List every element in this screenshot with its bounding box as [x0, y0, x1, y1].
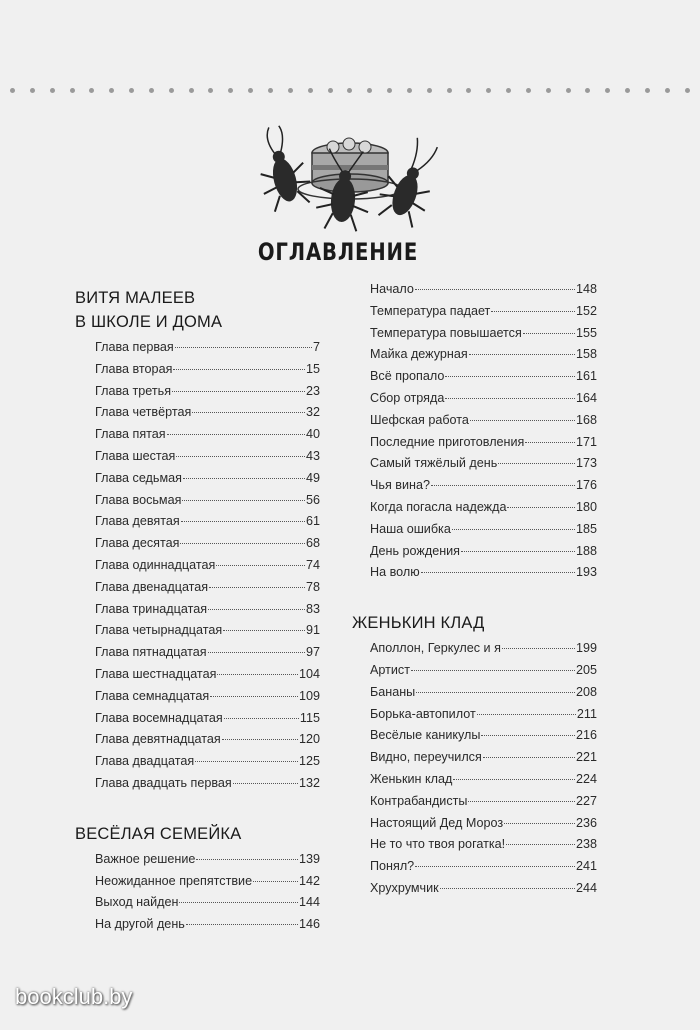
- toc-section-veselaya-semeyka: [75, 822, 320, 939]
- toc-entry: [95, 895, 320, 917]
- toc-entry-page: 91: [305, 623, 320, 638]
- divider-dot: [526, 88, 531, 93]
- toc-entry-page: 97: [305, 645, 320, 660]
- toc-entry: [370, 859, 597, 881]
- divider-dot: [665, 88, 670, 93]
- toc-entry-page: 238: [575, 837, 597, 852]
- toc-entry-page: 188: [575, 543, 597, 558]
- toc-entry-page: 161: [575, 369, 597, 384]
- toc-entry-page: 224: [575, 771, 597, 786]
- toc-entry-title: Начало: [370, 282, 414, 296]
- divider-dot: [30, 88, 35, 93]
- divider-dot: [506, 88, 511, 93]
- dot-leader: [445, 398, 575, 399]
- dot-leader: [253, 881, 298, 882]
- toc-entry-title: Глава шестая: [95, 448, 176, 463]
- toc-entry: [370, 391, 597, 413]
- divider-dot: [10, 88, 15, 93]
- dot-leader: [210, 696, 298, 697]
- toc-entry-title: Настоящий Дед Мороз: [370, 815, 504, 830]
- dot-leader: [445, 376, 575, 377]
- toc-entry-title: Глава десятая: [95, 536, 180, 551]
- toc-entries: [75, 852, 320, 939]
- toc-entry-title: Важное решение: [95, 851, 196, 866]
- dot-leader: [167, 434, 305, 435]
- dot-leader: [507, 507, 575, 508]
- toc-entry-title: Наша ошибка: [370, 521, 451, 536]
- toc-entry-title: Глава седьмая: [95, 470, 182, 485]
- dot-leader: [222, 739, 298, 740]
- dot-leader: [483, 757, 575, 758]
- dot-leader: [172, 391, 305, 392]
- dot-leader: [469, 354, 575, 355]
- toc-entry-title: Неожиданное препятствие: [95, 873, 253, 888]
- toc-entry-page: 32: [305, 405, 320, 420]
- toc-entry-title: Артист: [370, 662, 410, 677]
- divider-dot: [308, 88, 313, 93]
- toc-entry: [370, 282, 597, 304]
- toc-entry-page: 109: [298, 688, 320, 703]
- toc-entry-page: 171: [575, 434, 597, 449]
- dot-leader: [181, 521, 305, 522]
- dot-leader: [183, 478, 305, 479]
- dot-leader: [453, 779, 575, 780]
- divider-dot: [407, 88, 412, 93]
- toc-entry-title: Глава двадцатая: [95, 754, 195, 769]
- toc-entry-title: Глава восемнадцатая: [95, 710, 223, 725]
- toc-entry-title: День рождения: [370, 543, 461, 558]
- toc-entry: [95, 602, 320, 624]
- toc-entry-page: 152: [575, 303, 597, 318]
- dot-leader: [498, 463, 575, 464]
- toc-entry-page: 205: [575, 662, 597, 677]
- toc-entry-title: Сбор отряда: [370, 390, 445, 405]
- toc-entry-page: 211: [576, 706, 597, 721]
- toc-entry-title: Майка дежурная: [370, 347, 468, 362]
- section-title-line: В ШКОЛЕ И ДОМА: [75, 313, 223, 331]
- toc-entry: [95, 645, 320, 667]
- toc-entry-title: Глава двенадцатая: [95, 579, 209, 594]
- toc-entry-page: 139: [298, 851, 320, 866]
- dot-leader: [481, 735, 575, 736]
- toc-entry-title: Чья вина?: [370, 478, 430, 493]
- dot-leader: [502, 648, 575, 649]
- toc-entry-title: Глава четвёртая: [95, 405, 192, 420]
- dot-leader: [415, 289, 575, 290]
- toc-entry-title: Самый тяжёлый день: [370, 456, 498, 471]
- toc-entry-page: 132: [298, 775, 320, 790]
- divider-dot: [427, 88, 432, 93]
- dot-leader: [175, 347, 312, 348]
- dot-leader: [196, 859, 298, 860]
- toc-entry-title: Контрабандисты: [370, 793, 468, 808]
- toc-entry-page: 15: [305, 361, 320, 376]
- dot-leader: [440, 888, 575, 889]
- toc-entry-title: Глава одиннадцатая: [95, 557, 216, 572]
- toc-section-vitya-maleev: [75, 286, 320, 798]
- toc-entry-title: На волю: [370, 565, 420, 580]
- dot-leader: [461, 551, 575, 552]
- toc-entry: [95, 689, 320, 711]
- toc-entry: [370, 881, 597, 903]
- toc-entry-page: 155: [575, 325, 597, 340]
- dot-leader: [195, 761, 298, 762]
- toc-entry-title: Глава девятнадцатая: [95, 732, 221, 747]
- toc-entries: [352, 282, 597, 587]
- toc-entry: [95, 580, 320, 602]
- toc-entry-title: Глава восьмая: [95, 492, 182, 507]
- toc-entry-page: 176: [575, 478, 597, 493]
- toc-entry-page: 43: [305, 448, 320, 463]
- divider-dot: [109, 88, 114, 93]
- toc-entry-page: 185: [575, 521, 597, 536]
- toc-entry-title: Глава четырнадцатая: [95, 623, 223, 638]
- toc-entry-page: 68: [305, 536, 320, 551]
- toc-entry-page: 173: [575, 456, 597, 471]
- toc-entry: [95, 711, 320, 733]
- toc-entry-page: 49: [305, 470, 320, 485]
- toc-column-left: [75, 286, 320, 939]
- toc-entry-title: Борька-автопилот: [370, 706, 476, 721]
- toc-entry-title: Бананы: [370, 684, 416, 699]
- toc-entry: [370, 663, 597, 685]
- toc-entry: [370, 522, 597, 544]
- toc-entry: [370, 435, 597, 457]
- dotted-divider: [0, 88, 700, 98]
- toc-entry-title: Глава третья: [95, 383, 172, 398]
- toc-entry-page: 115: [299, 710, 320, 725]
- toc-entry-page: 236: [575, 815, 597, 830]
- toc-entry-title: Последние приготовления: [370, 434, 525, 449]
- toc-entry: [370, 544, 597, 566]
- toc-entry-title: Температура повышается: [370, 325, 522, 340]
- divider-dot: [585, 88, 590, 93]
- divider-dot: [605, 88, 610, 93]
- dot-leader: [431, 485, 575, 486]
- divider-dot: [645, 88, 650, 93]
- divider-dot: [328, 88, 333, 93]
- cockroaches-with-cake-icon: [255, 125, 445, 235]
- dot-leader: [192, 412, 305, 413]
- toc-entry-title: Глава пятнадцатая: [95, 645, 207, 660]
- toc-column-right: [352, 282, 597, 903]
- dot-leader: [416, 692, 575, 693]
- toc-entry-title: Хрухрумчик: [370, 880, 439, 895]
- toc-entry: [370, 347, 597, 369]
- toc-entry: [95, 776, 320, 798]
- divider-dot: [129, 88, 134, 93]
- toc-entry-title: Выход найден: [95, 895, 179, 910]
- divider-dot: [189, 88, 194, 93]
- toc-entry: [95, 623, 320, 645]
- dot-leader: [421, 572, 575, 573]
- toc-entry: [95, 754, 320, 776]
- divider-dot: [685, 88, 690, 93]
- toc-entry: [95, 362, 320, 384]
- toc-entry: [370, 707, 597, 729]
- toc-entry-title: На другой день: [95, 917, 185, 932]
- toc-entry: [95, 536, 320, 558]
- toc-entry: [370, 369, 597, 391]
- toc-entry: [370, 326, 597, 348]
- toc-entry-page: 244: [575, 880, 597, 895]
- toc-entry-page: 120: [298, 732, 320, 747]
- toc-entry-page: 164: [575, 390, 597, 405]
- toc-entry-title: Шефская работа: [370, 412, 469, 427]
- toc-entry: [95, 558, 320, 580]
- toc-entry: [95, 732, 320, 754]
- toc-entry-page: 148: [575, 282, 597, 296]
- dot-leader: [411, 670, 575, 671]
- dot-leader: [525, 442, 575, 443]
- divider-dot: [466, 88, 471, 93]
- page-title: ОГЛАВЛЕНИЕ: [257, 238, 419, 266]
- toc-entry-title: Глава шестнадцатая: [95, 666, 217, 681]
- toc-entry: [370, 685, 597, 707]
- divider-dot: [248, 88, 253, 93]
- divider-dot: [169, 88, 174, 93]
- toc-entry: [95, 917, 320, 939]
- divider-dot: [447, 88, 452, 93]
- toc-entry: [95, 852, 320, 874]
- divider-dot: [70, 88, 75, 93]
- toc-entry-title: Глава семнадцатая: [95, 688, 210, 703]
- toc-entry-title: Весёлые каникулы: [370, 728, 481, 743]
- divider-dot: [50, 88, 55, 93]
- toc-entry-page: 104: [298, 666, 320, 681]
- dot-leader: [186, 924, 298, 925]
- divider-dot: [268, 88, 273, 93]
- toc-entry-page: 158: [575, 347, 597, 362]
- toc-entry-page: 216: [575, 728, 597, 743]
- toc-entry: [95, 493, 320, 515]
- dot-leader: [452, 529, 575, 530]
- toc-entry-title: Видно, переучился: [370, 750, 482, 765]
- toc-entry-title: Когда погасла надежда: [370, 499, 507, 514]
- toc-entry-page: 7: [312, 340, 320, 354]
- toc-entry-title: Глава первая: [95, 340, 174, 354]
- section-title-line: ЖЕНЬКИН КЛАД: [352, 614, 485, 633]
- toc-entry: [95, 514, 320, 536]
- dot-leader: [208, 609, 305, 610]
- toc-entry: [95, 405, 320, 427]
- toc-entry: [95, 340, 320, 362]
- toc-entry: [95, 471, 320, 493]
- divider-dot: [208, 88, 213, 93]
- toc-entry: [95, 667, 320, 689]
- dot-leader: [477, 714, 576, 715]
- toc-entry-title: Температура падает: [370, 303, 491, 318]
- toc-entry-page: 56: [305, 492, 320, 507]
- toc-entry: [370, 478, 597, 500]
- toc-entry: [370, 304, 597, 326]
- divider-dot: [625, 88, 630, 93]
- divider-dot: [228, 88, 233, 93]
- dot-leader: [224, 718, 299, 719]
- toc-entry-page: 61: [305, 514, 320, 529]
- dot-leader: [523, 333, 575, 334]
- dot-leader: [208, 652, 305, 653]
- toc-entry-title: Не то что твоя рогатка!: [370, 837, 506, 852]
- dot-leader: [216, 565, 305, 566]
- toc-entry-page: 221: [575, 750, 597, 765]
- section-title-line: ВЕСЁЛАЯ СЕМЕЙКА: [75, 824, 242, 843]
- toc-entry: [370, 500, 597, 522]
- dot-leader: [179, 902, 298, 903]
- dot-leader: [506, 844, 575, 845]
- toc-entry-title: Понял?: [370, 859, 415, 874]
- toc-entry-page: 227: [575, 793, 597, 808]
- divider-dot: [367, 88, 372, 93]
- toc-entry: [370, 728, 597, 750]
- dot-leader: [415, 866, 575, 867]
- toc-entry: [370, 794, 597, 816]
- dot-leader: [223, 630, 305, 631]
- divider-dot: [347, 88, 352, 93]
- dot-leader: [180, 543, 305, 544]
- toc-entry: [95, 427, 320, 449]
- toc-entry-title: Глава пятая: [95, 427, 166, 442]
- toc-entries: [75, 340, 320, 798]
- toc-entry-page: 208: [575, 684, 597, 699]
- dot-leader: [468, 801, 575, 802]
- toc-entry: [95, 874, 320, 896]
- toc-entry: [370, 816, 597, 838]
- toc-section-zhenkin-klad: [352, 611, 597, 903]
- dot-leader: [173, 369, 305, 370]
- toc-entry-page: 144: [298, 895, 320, 910]
- toc-entry-page: 241: [575, 859, 597, 874]
- dot-leader: [233, 783, 298, 784]
- divider-dot: [288, 88, 293, 93]
- watermark: bookclub.by: [15, 984, 133, 1009]
- divider-dot: [387, 88, 392, 93]
- toc-entry-page: 78: [305, 579, 320, 594]
- toc-entry-title: Глава двадцать первая: [95, 775, 232, 790]
- toc-entry-page: 83: [305, 601, 320, 616]
- toc-entry-title: Глава тринадцатая: [95, 601, 208, 616]
- section-title-line: ВИТЯ МАЛЕЕВ: [75, 289, 196, 307]
- toc-entry-page: 199: [575, 641, 597, 656]
- divider-dot: [486, 88, 491, 93]
- toc-entry-page: 40: [305, 427, 320, 442]
- dot-leader: [209, 587, 305, 588]
- dot-leader: [504, 823, 575, 824]
- toc-entry-title: Глава девятая: [95, 514, 180, 529]
- toc-entry: [95, 449, 320, 471]
- toc-entry: [370, 565, 597, 587]
- toc-entry-title: Женькин клад: [370, 771, 453, 786]
- divider-dot: [566, 88, 571, 93]
- dot-leader: [491, 311, 575, 312]
- toc-entry: [370, 772, 597, 794]
- divider-dot: [89, 88, 94, 93]
- toc-entry-page: 74: [305, 557, 320, 572]
- toc-entry-title: Аполлон, Геркулес и я: [370, 641, 501, 656]
- toc-entry-page: 146: [298, 917, 320, 932]
- toc-entry: [370, 750, 597, 772]
- dot-leader: [470, 420, 575, 421]
- toc-entry-page: 23: [305, 383, 320, 398]
- dot-leader: [217, 674, 298, 675]
- toc-entry: [370, 413, 597, 435]
- toc-entry: [370, 837, 597, 859]
- toc-entry-page: 125: [298, 754, 320, 769]
- toc-entry: [95, 384, 320, 406]
- toc-entry-page: 180: [575, 499, 597, 514]
- dot-leader: [182, 500, 305, 501]
- toc-entry-title: Всё пропало: [370, 369, 445, 384]
- dot-leader: [176, 456, 305, 457]
- divider-dot: [546, 88, 551, 93]
- toc-entries: [352, 641, 597, 903]
- toc-entry-title: Глава вторая: [95, 361, 173, 376]
- toc-entry-page: 168: [575, 412, 597, 427]
- toc-entry: [370, 641, 597, 663]
- toc-entry-page: 193: [575, 565, 597, 580]
- toc-entry: [370, 456, 597, 478]
- toc-entry-page: 142: [298, 873, 320, 888]
- divider-dot: [149, 88, 154, 93]
